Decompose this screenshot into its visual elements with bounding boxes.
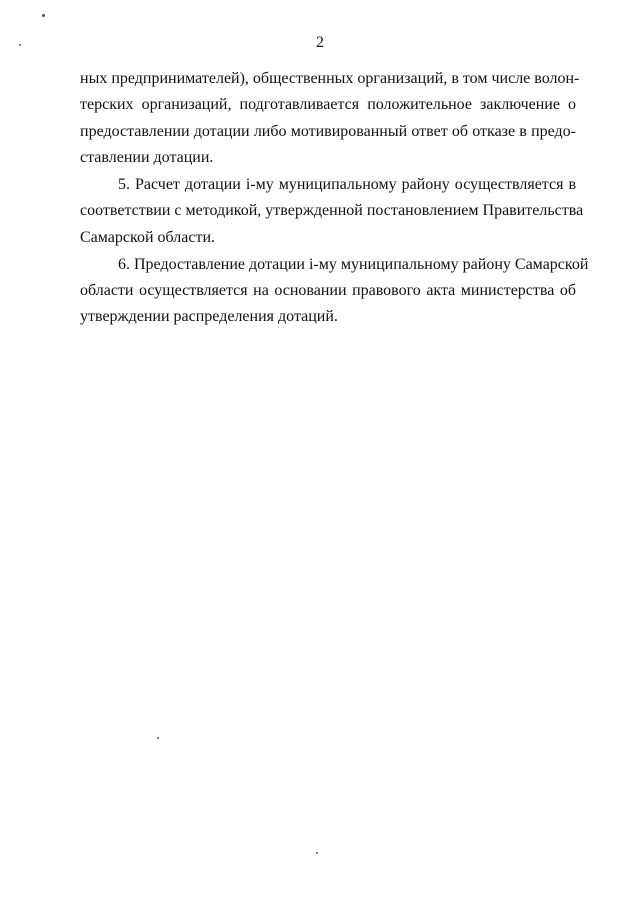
paragraph-6 — [80, 252, 589, 331]
text-line: предоставлении дотации либо мотивированный ответ об отказе в предо- — [80, 122, 576, 140]
document-body — [80, 66, 589, 331]
scan-speck — [316, 852, 318, 854]
scan-speck — [42, 14, 45, 17]
page-number: 2 — [316, 34, 324, 51]
text-line: Самарской области. — [80, 228, 215, 246]
text-line: 5. Расчет дотации i-му муниципальному району осуществляется в — [118, 175, 576, 193]
paragraph-continuation — [80, 66, 580, 172]
text-line: утверждении распределения дотаций. — [80, 308, 338, 326]
text-line: соответствии с методикой, утвержденной постановлением Правительства — [80, 202, 584, 220]
text-line: терских организаций, подготавливается положительное заключение о — [80, 96, 576, 114]
text-line: ставлении дотации. — [80, 149, 214, 167]
text-line: области осуществляется на основании правового акта министерства об — [80, 281, 576, 299]
text-line: ных предпринимателей), общественных организаций, в том числе волон- — [80, 70, 580, 87]
scan-speck — [157, 737, 159, 739]
paragraph-5 — [80, 172, 584, 251]
text-line: 6. Предоставление дотации i-му муниципальному району Самарской — [118, 255, 589, 273]
